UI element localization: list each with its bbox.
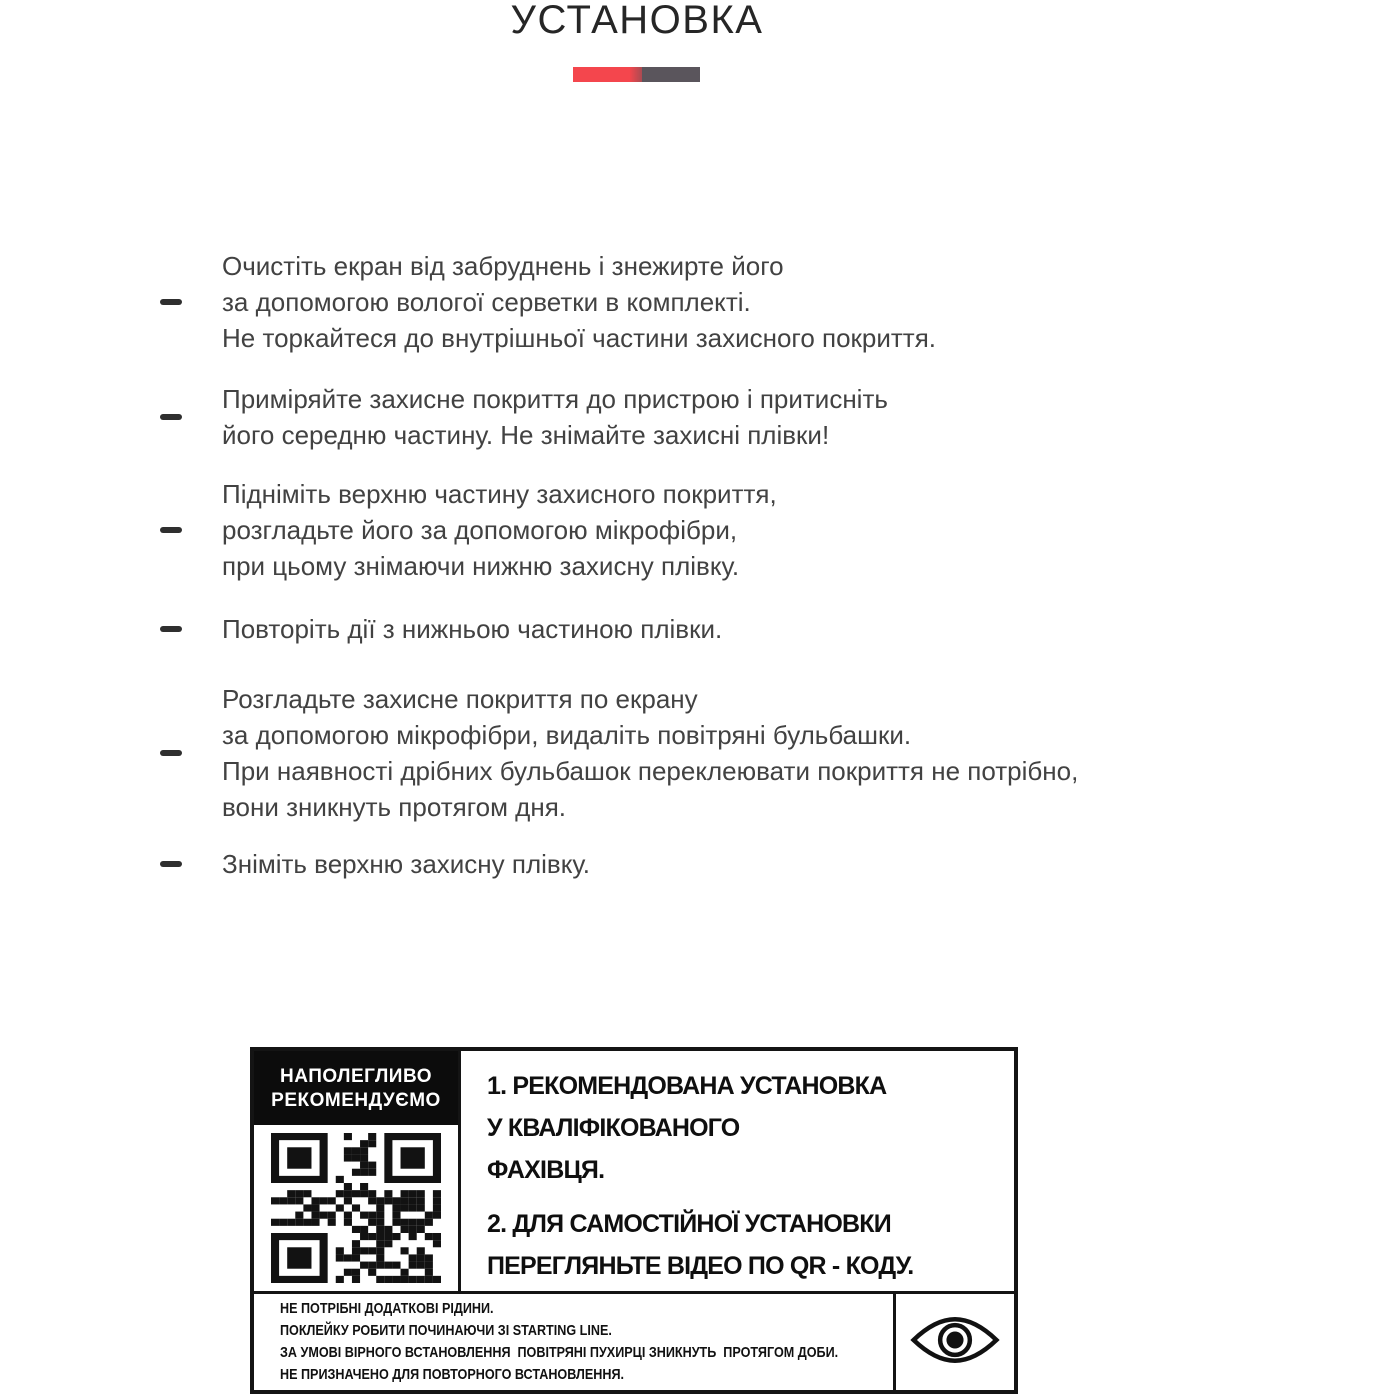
recommendation-line: 2. ДЛЯ САМОСТІЙНОЇ УСТАНОВКИ: [487, 1210, 891, 1238]
recommendation-box: [250, 1047, 1018, 1394]
step-line: за допомогою вологої серветки в комплекті.: [222, 287, 751, 317]
dash-bullet-icon: [160, 527, 182, 533]
installation-steps-list: [160, 248, 1160, 882]
header-line: РЕКОМЕНДУЄМО: [271, 1090, 441, 1111]
step-line: Приміряйте захисне покриття до пристрою і притисніть: [222, 384, 888, 414]
recommendation-item: [487, 1065, 1006, 1191]
step-item: [160, 846, 1160, 882]
note-line: НЕ ПРИЗНАЧЕНО ДЛЯ ПОВТОРНОГО ВСТАНОВЛЕННЯ.: [280, 1366, 625, 1383]
divider-gray-segment: [642, 67, 700, 82]
step-line: Розгладьте захисне покриття по екрану: [222, 684, 698, 714]
dash-bullet-icon: [160, 861, 182, 867]
step-line: Підніміть верхню частину захисного покриття,: [222, 479, 777, 509]
step-line: Повторіть дії з нижньою частиною плівки.: [222, 614, 723, 644]
note-line: НЕ ПОТРІБНІ ДОДАТКОВІ РІДИНИ.: [280, 1300, 494, 1317]
dash-bullet-icon: [160, 626, 182, 632]
dash-bullet-icon: [160, 299, 182, 305]
step-line: при цьому знімаючи нижню захисну плівку.: [222, 551, 740, 581]
page-title: УСТАНОВКА: [510, 0, 764, 42]
step-item: [160, 611, 1160, 647]
step-item: [160, 381, 1160, 453]
divider-red-segment: [573, 67, 642, 82]
header-line: НАПОЛЕГЛИВО: [280, 1066, 432, 1087]
step-item: [160, 476, 1160, 584]
step-item: [160, 248, 1160, 356]
dash-bullet-icon: [160, 750, 182, 756]
note-line: ЗА УМОВІ ВІРНОГО ВСТАНОВЛЕННЯ ПОВІТРЯНІ ПУХИРЦІ ЗНИКНУТЬ ПРОТЯГОМ ДОБИ.: [280, 1344, 839, 1361]
qr-code-icon: [271, 1133, 441, 1283]
recommendation-item: [487, 1203, 1006, 1287]
recommendation-line: ФАХІВЦЯ.: [487, 1156, 605, 1184]
title-divider: [573, 67, 700, 82]
step-line: його середню частину. Не знімайте захисні плівки!: [222, 420, 830, 450]
step-line: розгладьте його за допомогою мікрофібри,: [222, 515, 738, 545]
dash-bullet-icon: [160, 414, 182, 420]
step-line: Зніміть верхню захисну плівку.: [222, 849, 591, 879]
recommendation-line: У КВАЛІФІКОВАНОГО: [487, 1114, 740, 1142]
step-item: [160, 681, 1160, 825]
recommendation-header: [254, 1051, 458, 1125]
step-line: Очистіть екран від забруднень і знежирте його: [222, 251, 784, 281]
step-line: Не торкайтеся до внутрішньої частини захисного покриття.: [222, 323, 937, 353]
note-line: ПОКЛЕЙКУ РОБИТИ ПОЧИНАЮЧИ ЗІ STARTING LINE.: [280, 1322, 612, 1339]
step-line: за допомогою мікрофібри, видаліть повітряні бульбашки.: [222, 720, 912, 750]
eye-icon: [910, 1313, 1000, 1372]
step-line: вони зникнуть протягом дня.: [222, 792, 567, 822]
recommendation-line: 1. РЕКОМЕНДОВАНА УСТАНОВКА: [487, 1072, 887, 1100]
recommendation-line: ПЕРЕГЛЯНЬТЕ ВІДЕО ПО QR - КОДУ.: [487, 1252, 914, 1280]
step-line: При наявності дрібних бульбашок переклеювати покриття не потрібно,: [222, 756, 1079, 786]
notes-block: [254, 1294, 893, 1390]
